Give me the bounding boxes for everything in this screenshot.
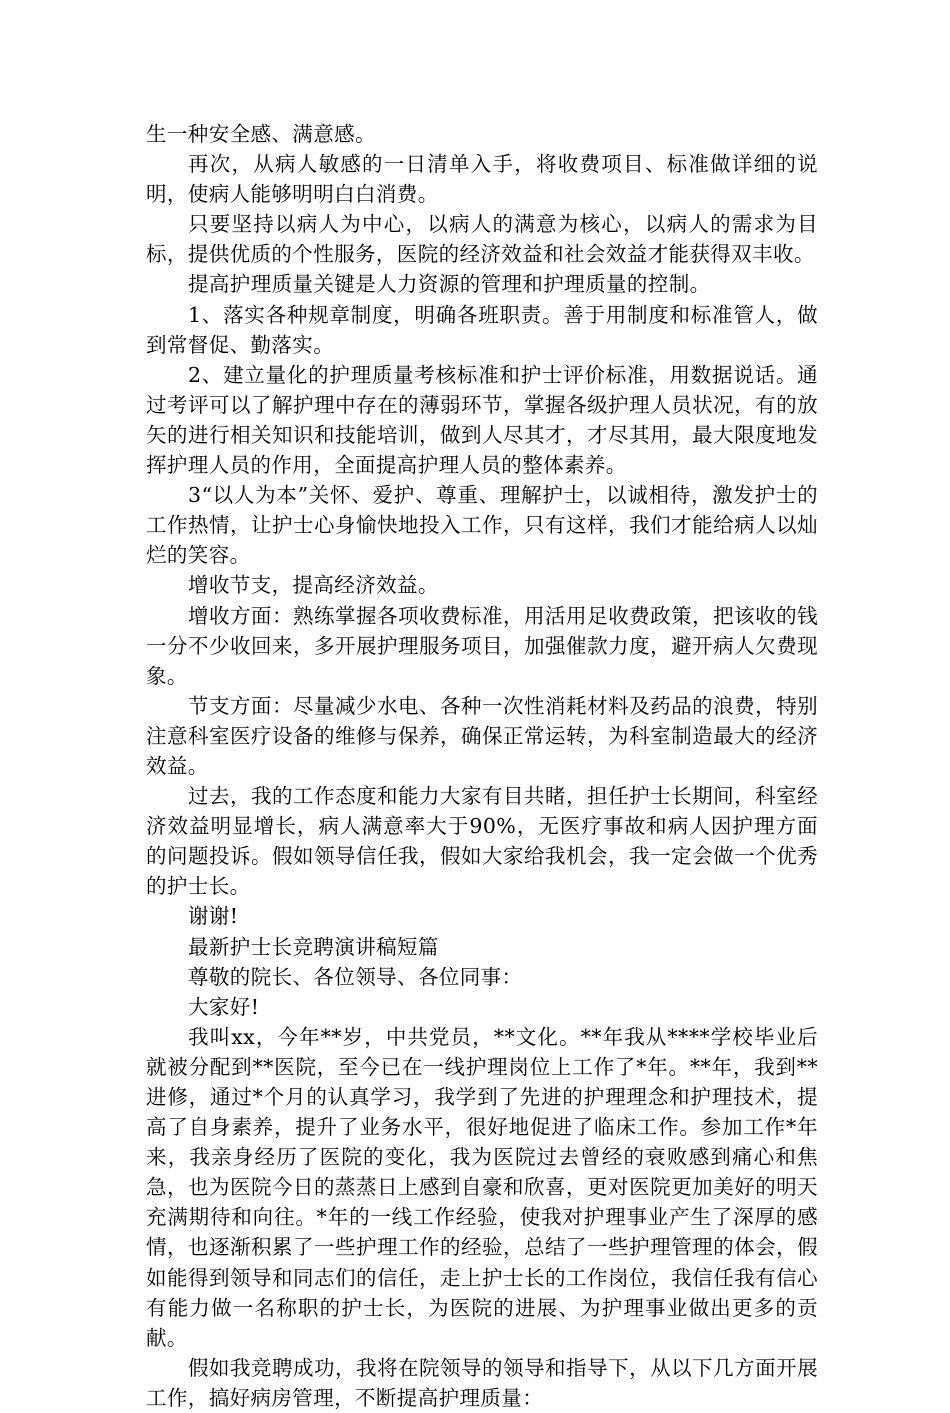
paragraph-greeting: 大家好! xyxy=(188,994,260,1019)
paragraph-billing-list: 再次，从病人敏感的一日清单入手，将收费项目、标准做详细的说明，使病人能够明明白白消费。 xyxy=(146,152,818,207)
paragraph-plan: 假如我竞聘成功，我将在院领导的领导和指导下，从以下几方面开展工作，搞好病房管理，不断提高护理质量： xyxy=(146,1355,818,1410)
document-body xyxy=(146,119,818,1413)
paragraph-increase-income: 增收节支，提高经济效益。 xyxy=(188,573,439,598)
paragraph-past-work: 过去，我的工作态度和能力大家有目共睹，担任护士长期间，科室经济效益明显增长，病人满意率大于90%，无医疗事故和病人因护理方面的问题投诉。假如领导信任我，假如大家给我机会，我一定会做一个优秀的护士长。 xyxy=(146,784,818,899)
paragraph-salutation: 尊敬的院长、各位领导、各位同事： xyxy=(188,964,523,989)
paragraph-item-1: 1、落实各种规章制度，明确各班职责。善于用制度和标准管人，做到常督促、勤落实。 xyxy=(146,302,818,357)
paragraph-self-introduction: 我叫xx，今年**岁，中共党员，**文化。**年我从****学校毕业后就被分配到**医院，至今已在一线护理岗位上工作了*年。**年，我到**进修，通过*个月的认真学习，我学到了先进的护理理念和护理技术，提高了自身素养，提升了业务水平，很好地促进了临床工作。参加工作*年来，我亲身经历了医院的变化，我为医院过去曾经的衰败感到痛心和焦急，也为医院今日的蒸蒸日上感到自豪和欣喜，更对医院更加美好的明天充满期待和向往。*年的一线工作经验，使我对护理事业产生了深厚的感情，也逐渐积累了一些护理工作的经验，总结了一些护理管理的体会，假如能得到领导和同志们的信任，走上护士长的工作岗位，我信任我有信心有能力做一名称职的护士长，为医院的进展、为护理事业做出更多的贡献。 xyxy=(146,1024,818,1350)
paragraph-continuation: 生一种安全感、满意感。 xyxy=(146,122,376,146)
paragraph-item-3: 3“以人为本”关怀、爱护、尊重、理解护士，以诚相待，激发护士的工作热情，让护士心身愉快地投入工作，只有这样，我们才能给病人以灿烂的笑容。 xyxy=(146,483,818,568)
paragraph-thanks: 谢谢! xyxy=(188,904,239,929)
paragraph-patient-centered: 只要坚持以病人为中心，以病人的满意为核心，以病人的需求为目标，提供优质的个性服务，医院的经济效益和社会效益才能获得双丰收。 xyxy=(146,212,818,267)
paragraph-item-2: 2、建立量化的护理质量考核标准和护士评价标准，用数据说话。通过考评可以了解护理中存在的薄弱环节，掌握各级护理人员状况，有的放矢的进行相关知识和技能培训，做到人尽其才，才尽其用，最大限度地发挥护理人员的作用，全面提高护理人员的整体素养。 xyxy=(146,362,818,478)
paragraph-saving-aspect: 节支方面：尽量减少水电、各种一次性消耗材料及药品的浪费，特别注意科室医疗设备的维修与保养，确保正常运转，为科室制造最大的经济效益。 xyxy=(146,693,818,778)
paragraph-quality-key: 提高护理质量关键是人力资源的管理和护理质量的控制。 xyxy=(188,272,711,297)
section-title: 最新护士长竞聘演讲稿短篇 xyxy=(188,934,439,959)
paragraph-income-aspect: 增收方面：熟练掌握各项收费标准，用活用足收费政策，把该收的钱一分不少收回来，多开展护理服务项目，加强催款力度，避开病人欠费现象。 xyxy=(146,603,818,688)
